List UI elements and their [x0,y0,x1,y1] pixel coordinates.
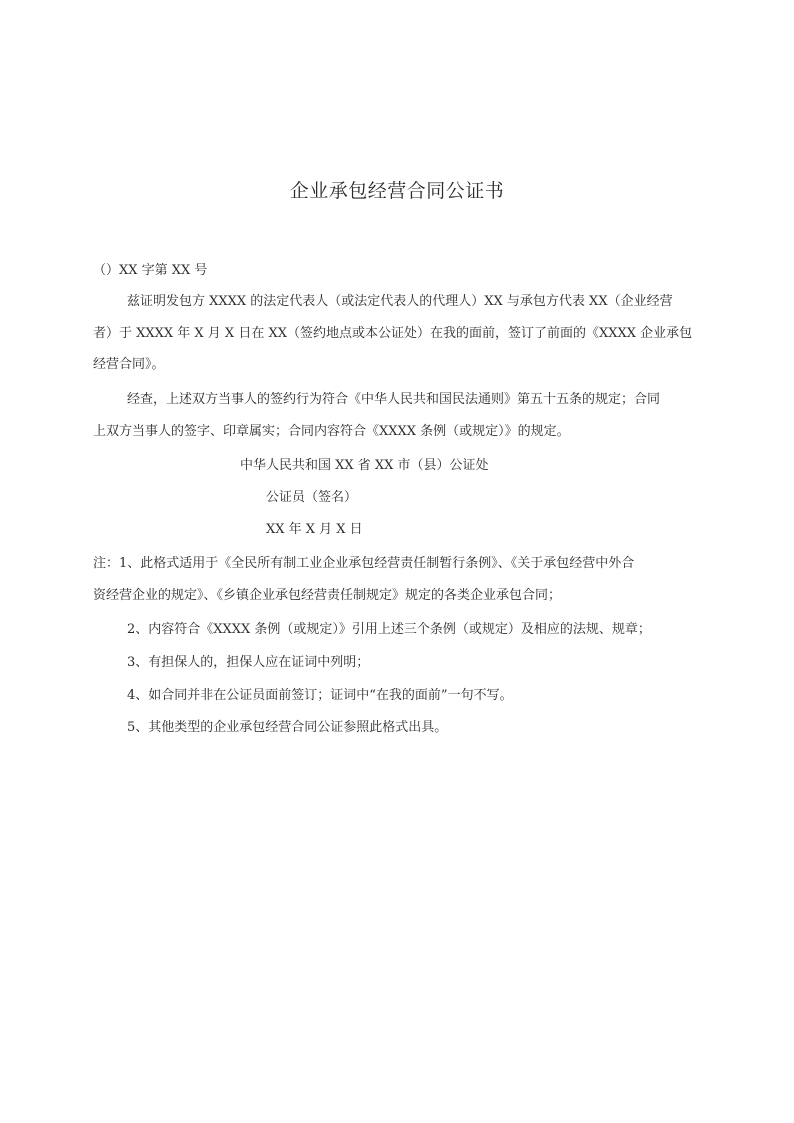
body-paragraph-2-line-1: 经查，上述双方当事人的签约行为符合《中华人民共和国民法通则》第五十五条的规定；合同 [127,392,661,407]
body-paragraph-1-line-2: 者）于 XXXX 年 X 月 X 日在 XX（签约地点或本公证处）在我的面前，签订了前面的《XXXX 企业承包 [93,326,693,341]
note-5: 5、其他类型的企业承包经营合同公证参照此格式出具。 [127,720,448,735]
note-3: 3、有担保人的，担保人应在证词中列明； [127,655,370,670]
note-1-line-1: 注：1、此格式适用于《全民所有制工业企业承包经营责任制暂行条例》、《关于承包经营中外合 [93,556,635,571]
signature-date: XX 年 X 月 X 日 [266,522,363,537]
note-2: 2、内容符合《XXXX 条例（或规定）》引用上述三个条例（或规定）及相应的法规、规章； [127,622,651,637]
body-paragraph-2-line-2: 上双方当事人的签字、印章属实；合同内容符合《XXXX 条例（或规定）》的规定。 [93,424,570,439]
note-1-line-2: 资经营企业的规定》、《乡镇企业承包经营责任制规定》规定的各类企业承包合同； [93,588,562,603]
document-title: 企业承包经营合同公证书 [289,180,505,202]
note-4: 4、如合同并非在公证员面前签订；证词中“在我的面前”一句不写。 [127,688,513,703]
notary-signature: 公证员（签名） [266,490,358,505]
notary-office: 中华人民共和国 XX 省 XX 市（县）公证处 [240,458,489,473]
certificate-number: （）XX 字第 XX 号 [93,263,208,278]
body-paragraph-1-line-3: 经营合同》。 [93,357,165,372]
body-paragraph-1-line-1: 兹证明发包方 XXXX 的法定代表人（或法定代表人的代理人）XX 与承包方代表 XX（企业经营 [127,294,673,309]
